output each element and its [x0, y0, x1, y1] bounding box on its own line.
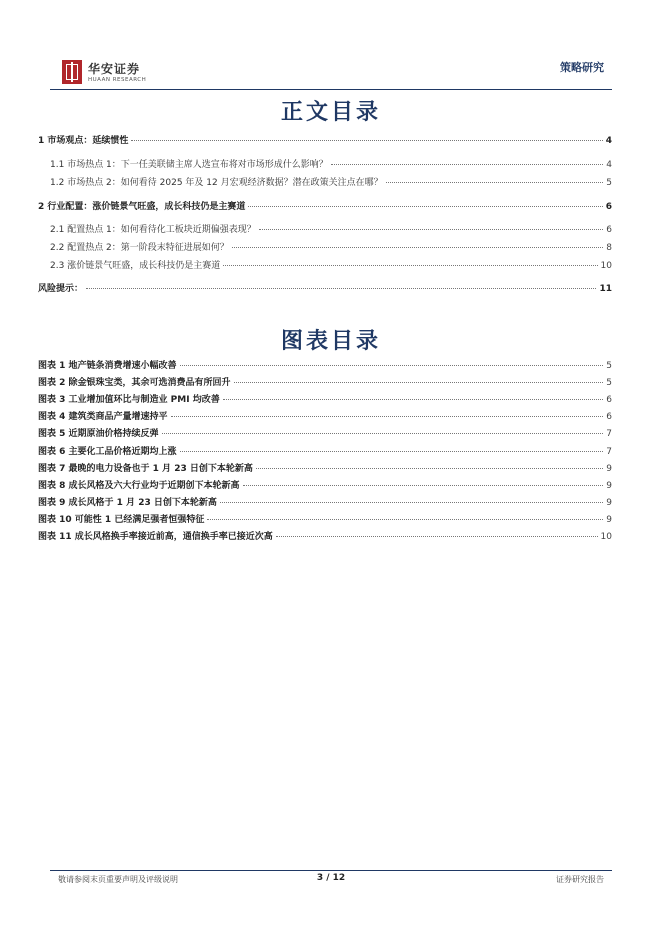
- header-divider: [50, 89, 612, 90]
- toc-entry-page: 4: [606, 160, 612, 170]
- toc-entry[interactable]: [38, 281, 612, 295]
- toc-entry-page: 10: [600, 261, 612, 271]
- figure-entry[interactable]: [38, 358, 612, 372]
- report-type: 证券研究报告: [556, 875, 604, 884]
- figure-entry-page: 5: [606, 361, 612, 371]
- dot-leader: [259, 229, 603, 230]
- company-logo: [62, 60, 147, 88]
- toc-entry-page: 11: [599, 284, 612, 294]
- toc-entry-page: 4: [605, 136, 612, 146]
- page-indicator: 3 / 12: [316, 873, 346, 883]
- figure-entry-text: 图表 9 成长风格于 1 月 23 日创下本轮新高: [38, 497, 217, 508]
- toc-entry[interactable]: [38, 240, 612, 254]
- logo-subtitle: HUAAN RESEARCH: [88, 77, 147, 83]
- toc-entry[interactable]: [38, 175, 612, 189]
- dot-leader: [256, 468, 603, 469]
- dot-leader: [243, 485, 604, 486]
- toc-entry-text: 市场热点 2：如何看待 2025 年及 12 月宏观经济数据？潜在政策关注点在哪？: [67, 178, 383, 188]
- figure-entry-page: 7: [606, 446, 612, 457]
- footer-divider: [50, 870, 612, 871]
- toc-entry[interactable]: [38, 258, 612, 272]
- seal-icon: [62, 60, 82, 84]
- figure-entry[interactable]: [38, 529, 612, 543]
- figure-entry[interactable]: [38, 375, 612, 389]
- dot-leader: [234, 382, 604, 383]
- figure-entry-text: 图表 10 可能性 1 已经满足强者恒强特征: [38, 514, 205, 525]
- toc-entry-text: 市场观点：延续惯性: [47, 136, 129, 146]
- figure-entry[interactable]: [38, 478, 612, 492]
- logo-name: 华安证券: [88, 62, 141, 76]
- figure-entry-page: 7: [606, 429, 612, 440]
- figure-entry-text: 图表 2 除金银珠宝类，其余可选消费品有所回升: [38, 378, 231, 389]
- toc-entry-number: 1: [38, 136, 48, 146]
- toc-entry-text: 配置热点 1：如何看待化工板块近期偏强表现？: [67, 225, 256, 235]
- toc-entry-page: 5: [606, 178, 612, 188]
- figure-entry-page: 6: [606, 412, 612, 423]
- dot-leader: [220, 502, 603, 503]
- figure-entry[interactable]: [38, 512, 612, 526]
- dot-leader: [180, 451, 604, 452]
- figure-entry-text: 图表 5 近期原油价格持续反弹: [38, 429, 159, 440]
- toc-entry[interactable]: [38, 157, 612, 171]
- dot-leader: [180, 365, 604, 366]
- figure-entry-page: 9: [606, 497, 612, 508]
- figure-entry[interactable]: [38, 426, 612, 440]
- dot-leader: [171, 416, 604, 417]
- figure-entry-text: 图表 4 建筑类商品产量增速持平: [38, 412, 168, 423]
- figure-entry-text: 图表 1 地产链条消费增速小幅改善: [38, 361, 177, 371]
- figure-entry-page: 10: [600, 532, 612, 542]
- figure-entry-page: 6: [606, 395, 612, 406]
- figure-entry[interactable]: [38, 495, 612, 509]
- dot-leader: [276, 536, 598, 537]
- figure-entry-text: 图表 6 主要化工品价格近期均上涨: [38, 446, 177, 457]
- figure-entry-page: 9: [606, 463, 612, 474]
- toc-entry[interactable]: [38, 199, 612, 213]
- toc-entry-number: 1.1: [50, 160, 68, 170]
- toc-entry-number: 2: [38, 202, 48, 212]
- toc-entry-text: 市场热点 1：下一任美联储主席人选宣布将对市场形成什么影响？: [67, 160, 328, 170]
- dot-leader: [386, 182, 604, 183]
- dot-leader: [223, 265, 597, 266]
- toc-entry-number: 2.2: [50, 243, 68, 253]
- toc-entry-page: 6: [606, 225, 612, 235]
- toc-entry[interactable]: [38, 133, 612, 147]
- dot-leader: [223, 399, 604, 400]
- figure-entry[interactable]: [38, 409, 612, 423]
- figure-entry-text: 图表 3 工业增加值环比与制造业 PMI 均改善: [38, 395, 220, 406]
- dot-leader: [207, 519, 603, 520]
- dot-leader: [131, 140, 602, 141]
- figure-entry[interactable]: [38, 461, 612, 475]
- dot-leader: [331, 164, 603, 165]
- toc-entry-text: 行业配置：涨价链景气旺盛，成长科技仍是主赛道: [47, 202, 246, 212]
- footer-disclaimer[interactable]: 敬请参阅末页重要声明及评级说明: [58, 875, 178, 884]
- figure-entry-text: 图表 8 成长风格及六大行业均于近期创下本轮新高: [38, 480, 240, 491]
- figure-entry-page: 5: [606, 378, 612, 389]
- dot-leader: [162, 433, 604, 434]
- figure-entry[interactable]: [38, 392, 612, 406]
- toc-entry[interactable]: [38, 222, 612, 236]
- figure-entry-page: 9: [606, 480, 612, 491]
- toc-entry-number: 2.1: [50, 225, 68, 235]
- toc-entry-page: 8: [606, 243, 612, 253]
- figure-list-title: 图表目录: [280, 328, 381, 354]
- dot-leader: [232, 247, 603, 248]
- dot-leader: [86, 288, 596, 289]
- toc-entry-page: 6: [605, 202, 612, 212]
- toc-entry-number: 2.3: [50, 261, 68, 271]
- figure-entry[interactable]: [38, 444, 612, 458]
- report-category: 策略研究: [560, 61, 604, 74]
- toc-title: 正文目录: [280, 99, 381, 125]
- toc-entry-text: 配置热点 2：第一阶段末特征进展如何？: [67, 243, 229, 253]
- toc-entry-text: 风险提示：: [38, 284, 84, 294]
- toc-entry-text: 涨价链景气旺盛，成长科技仍是主赛道: [67, 261, 221, 271]
- figure-entry-text: 图表 7 最晚的电力设备也于 1 月 23 日创下本轮新高: [38, 463, 253, 474]
- toc-entry-number: 1.2: [50, 178, 68, 188]
- dot-leader: [248, 206, 602, 207]
- figure-entry-text: 图表 11 成长风格换手率接近前高，通信换手率已接近次高: [38, 532, 273, 542]
- figure-entry-page: 9: [606, 514, 612, 525]
